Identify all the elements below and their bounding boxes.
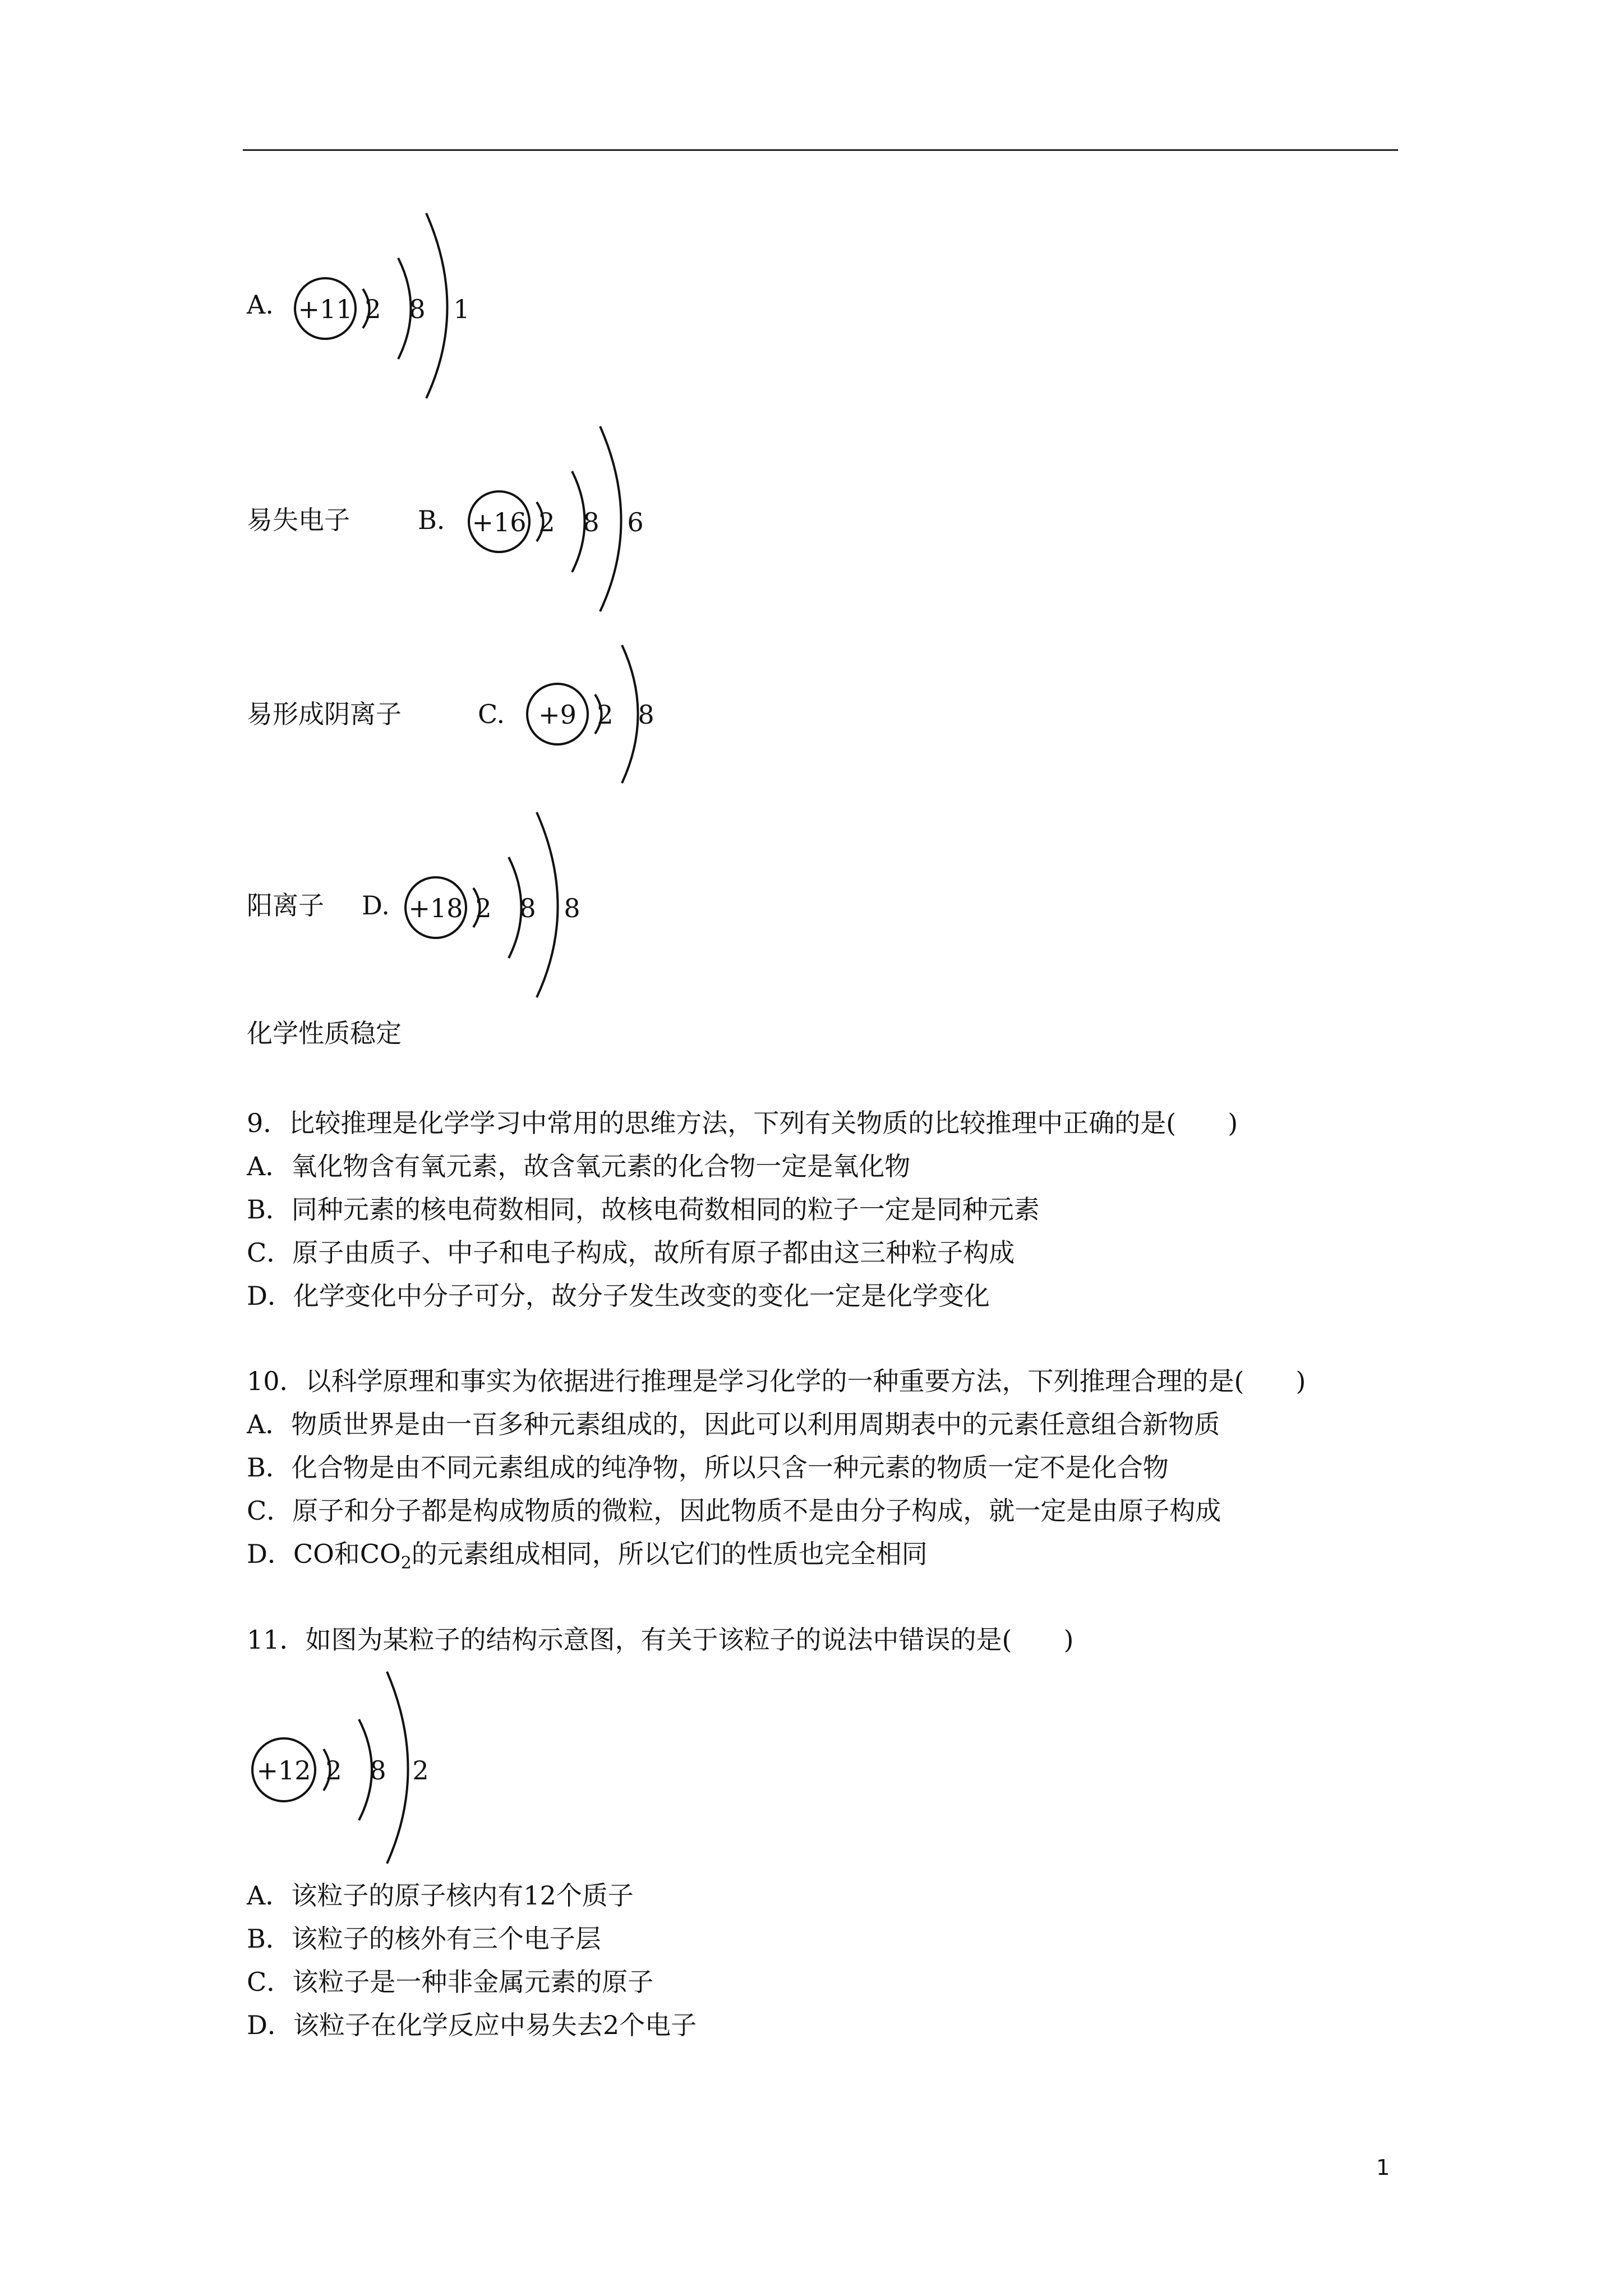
question-9-option-c: C．原子由质子、中子和电子构成，故所有原子都由这三种粒子构成 (247, 1237, 1015, 1268)
question-9-option-b: B．同种元素的核电荷数相同，故核电荷数相同的粒子一定是同种元素 (247, 1194, 1040, 1225)
atom-diagram-a (292, 208, 471, 404)
shell-electrons-2: 8 (409, 294, 426, 324)
nucleus-charge: +11 (298, 294, 353, 324)
question-9-option-a: A．氧化物含有氧元素，故含氧元素的化合物一定是氧化物 (247, 1151, 911, 1181)
shell-electrons-1: 2 (538, 507, 555, 537)
page-number: 1 (1376, 2155, 1390, 2180)
question-9-stem: 9．比较推理是化学学习中常用的思维方法，下列有关物质的比较推理中正确的是( ) (247, 1108, 1238, 1138)
question-10-option-c: C．原子和分子都是构成物质的微粒，因此物质不是由分子构成，就一定是由原子构成 (247, 1496, 1221, 1526)
question-10-option-a: A．物质世界是由一百多种元素组成的，因此可以利用周期表中的元素任意组合新物质 (247, 1409, 1220, 1439)
atom-diagram-q11 (247, 1666, 432, 1868)
nucleus-charge: +16 (472, 507, 527, 537)
atom-diagram-d (402, 807, 582, 1003)
shell-arc-3 (537, 812, 558, 997)
caption-c: 阳离子 (247, 890, 324, 921)
header-rule (243, 149, 1398, 151)
co2-subscript: 2 (400, 1553, 412, 1573)
question-10-option-b: B．化合物是由不同元素组成的纯净物，所以只含一种元素的物质一定不是化合物 (247, 1452, 1169, 1483)
shell-electrons-3: 8 (564, 893, 580, 923)
question-11-option-a: A．该粒子的原子核内有12个质子 (247, 1880, 634, 1911)
option-d-label: D. (362, 890, 390, 921)
question-11-stem: 11．如图为某粒子的结构示意图，有关于该粒子的说法中错误的是( ) (247, 1625, 1074, 1655)
shell-electrons-1: 2 (475, 893, 492, 923)
question-11-option-c: C．该粒子是一种非金属元素的原子 (247, 1967, 654, 1997)
shell-electrons-3: 2 (412, 1755, 429, 1786)
caption-d: 化学性质稳定 (247, 1018, 402, 1048)
caption-b: 易形成阴离子 (247, 699, 402, 729)
shell-electrons-2: 8 (519, 893, 536, 923)
atom-diagram-b (465, 421, 645, 617)
shell-electrons-3: 1 (453, 294, 470, 324)
nucleus-charge: +12 (256, 1755, 311, 1786)
shell-electrons-1: 2 (365, 294, 381, 324)
shell-electrons-1: 2 (597, 700, 614, 730)
atom-diagram-c (524, 639, 658, 785)
shell-arc-3 (426, 213, 448, 398)
caption-a: 易失电子 (247, 505, 350, 535)
shell-electrons-3: 6 (627, 507, 644, 537)
shell-electrons-2: 8 (583, 507, 600, 537)
option-c-label: C. (478, 699, 505, 729)
option-b-label: B. (418, 505, 445, 535)
shell-electrons-1: 2 (325, 1755, 342, 1786)
shell-arc-3 (387, 1672, 408, 1864)
shell-arc-3 (600, 426, 621, 611)
shell-electrons-2: 8 (370, 1755, 386, 1786)
option-d-prefix: D．CO和CO (247, 1539, 401, 1569)
question-10-stem: 10．以科学原理和事实为依据进行推理是学习化学的一种重要方法，下列推理合理的是( ) (247, 1366, 1306, 1396)
shell-electrons-2: 8 (638, 700, 654, 730)
shell-arc-2 (622, 645, 638, 783)
question-9-option-d: D．化学变化中分子可分，故分子发生改变的变化一定是化学变化 (247, 1281, 990, 1311)
nucleus-charge: +9 (538, 700, 577, 730)
question-11-option-b: B．该粒子的核外有三个电子层 (247, 1924, 601, 1954)
option-a-label: A. (247, 289, 274, 320)
question-11-option-d: D．该粒子在化学反应中易失去2个电子 (247, 2010, 697, 2040)
question-10-option-d (247, 1537, 928, 1580)
nucleus-charge: +18 (408, 893, 463, 923)
option-d-suffix: 的元素组成相同，所以它们的性质也完全相同 (411, 1539, 928, 1569)
